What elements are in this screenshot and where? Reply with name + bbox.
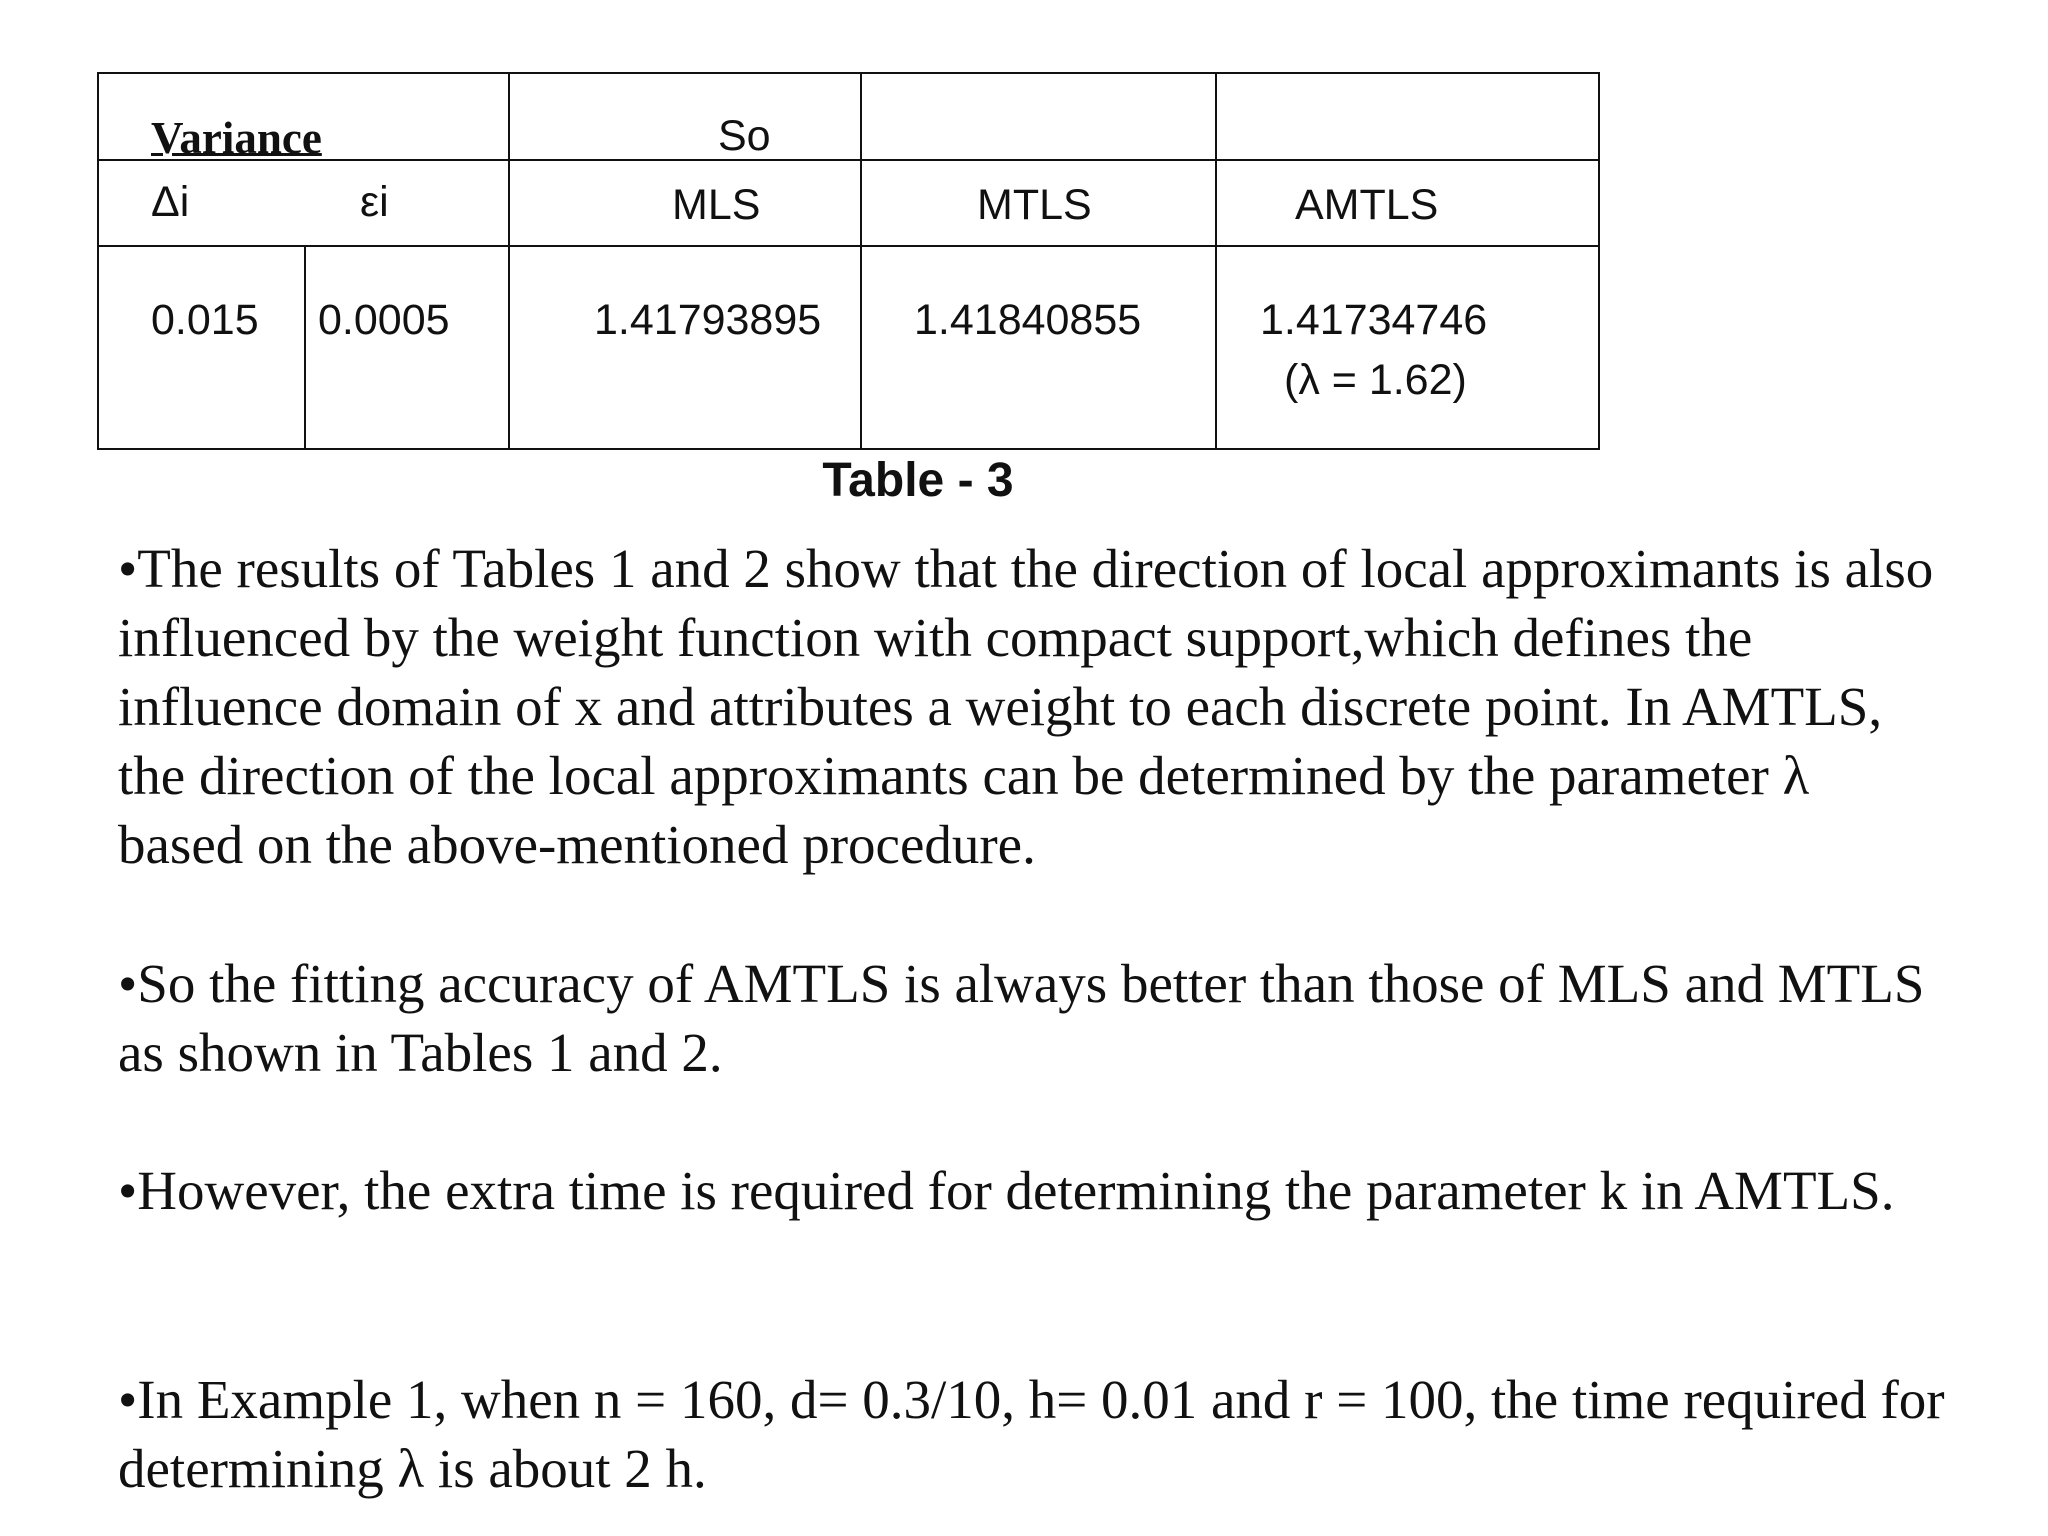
bullet-paragraph-3: •However, the extra time is required for determining the parameter k in AMTLS.	[118, 1160, 1895, 1221]
variance-label: Variance	[151, 113, 322, 163]
table-cell-empty-1	[860, 72, 1217, 161]
table-cell-empty-2	[1215, 72, 1600, 161]
table-cell-amtls-value	[1215, 245, 1600, 450]
epsilon-label: εi	[360, 178, 389, 226]
bullet-paragraph-4: •In Example 1, when n = 160, d= 0.3/10, h= 0.01 and r = 100, the time required for determining λ is about 2 h.	[118, 1369, 1945, 1499]
table-cell-so-header	[508, 72, 862, 161]
table-cell-mls-value	[508, 245, 862, 450]
table-cell-epsilon-value	[304, 245, 510, 450]
amtls-label: AMTLS	[1295, 181, 1439, 229]
mls-label: MLS	[672, 181, 761, 229]
delta-value: 0.015	[151, 296, 259, 344]
delta-label: Δi	[151, 178, 190, 226]
amtls-lambda: (λ = 1.62)	[1284, 356, 1467, 404]
amtls-value: 1.41734746	[1260, 296, 1488, 344]
bullet-paragraph-2: •So the fitting accuracy of AMTLS is always better than those of MLS and MTLS as shown in Tables 1 and 2.	[118, 953, 1925, 1083]
bullet-paragraph-1: •The results of Tables 1 and 2 show that the direction of local approximants is also influenced by the weight function with compact support,which defines the influence domain of x and attributes a weight to each discrete point. In AMTLS, the direction of the local approximants can be determined by the parameter λ based on the above-mentioned procedure.	[118, 538, 1934, 875]
epsilon-value: 0.0005	[318, 296, 450, 344]
table-cell-delta-value	[97, 245, 306, 450]
mtls-label: MTLS	[977, 181, 1092, 229]
table-cell-mtls-value	[860, 245, 1217, 450]
mls-value: 1.41793895	[594, 296, 822, 344]
mtls-value: 1.41840855	[914, 296, 1142, 344]
so-label: So	[718, 112, 771, 160]
table-caption: Table - 3	[822, 454, 1014, 507]
